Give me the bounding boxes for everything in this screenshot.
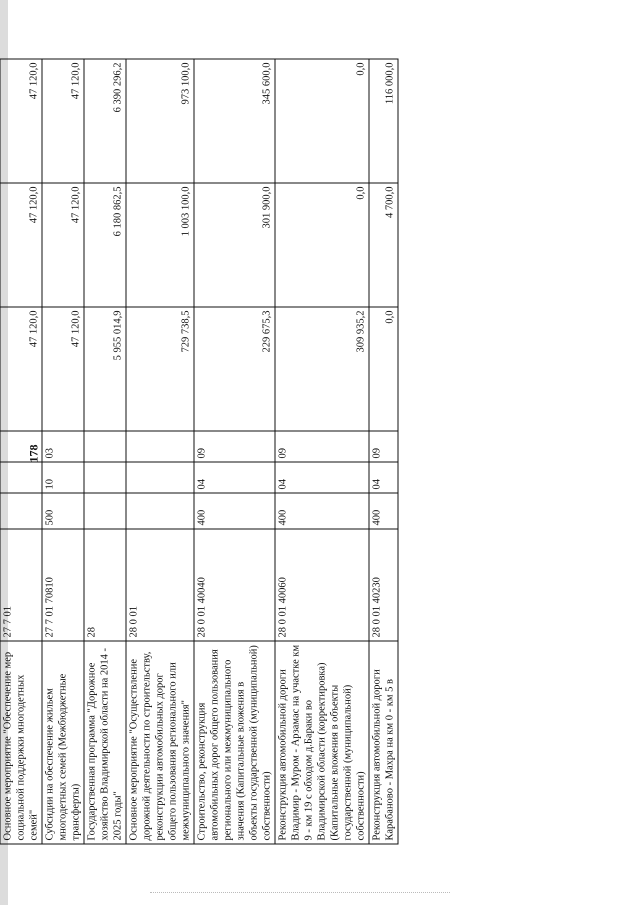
row-2021: 6 390 296,2: [84, 59, 126, 183]
row-2020: 1 003 100,0: [126, 183, 194, 307]
row-2020: 47 120,0: [0, 183, 42, 307]
row-pr: 09: [275, 431, 369, 462]
row-2020: 0,0: [275, 183, 369, 307]
row-rz: [126, 462, 194, 493]
row-pr: 03: [42, 431, 84, 462]
rotated-table-block: [0, 60, 396, 845]
table-row: [275, 59, 369, 844]
row-rz: 10: [42, 462, 84, 493]
table-row: [126, 59, 194, 844]
page-number: 178: [26, 444, 41, 463]
row-vr: 400: [369, 493, 398, 529]
row-name: Реконструкция автомобильной дороги Карабаново - Махра на км 0 - км 5 в: [369, 641, 398, 844]
table-row: [0, 59, 42, 844]
row-2021: 0,0: [275, 59, 369, 183]
row-2020: 301 900,0: [194, 183, 275, 307]
row-rz: 04: [275, 462, 369, 493]
row-vr: [126, 493, 194, 529]
row-2019: 729 738,5: [126, 307, 194, 431]
table-row: [369, 59, 398, 844]
row-csr: 28 0 01 40040: [194, 529, 275, 641]
row-2019: 47 120,0: [42, 307, 84, 431]
row-csr: 27 7 01 70810: [42, 529, 84, 641]
row-2021: 345 600,0: [194, 59, 275, 183]
row-name: Основное мероприятие "Осуществление дорожной деятельности по строительству, реконструкции автомобильных дорог общего пользования регионального или межмуниципального значения": [126, 641, 194, 844]
row-rz: [84, 462, 126, 493]
row-csr: 28 0 01: [126, 529, 194, 641]
row-2019: 5 955 014,9: [84, 307, 126, 431]
row-csr: 28: [84, 529, 126, 641]
row-name: Государственная программа "Дорожное хозяйство Владимирской области на 2014 - 2025 годы": [84, 641, 126, 844]
row-pr: 09: [194, 431, 275, 462]
scan-artifact-dots: [150, 882, 450, 893]
row-2020: 47 120,0: [42, 183, 84, 307]
row-2021: 973 100,0: [126, 59, 194, 183]
budget-table: [0, 59, 399, 845]
row-pr: [126, 431, 194, 462]
row-rz: [0, 462, 42, 493]
table-row: [194, 59, 275, 844]
row-2021: 47 120,0: [0, 59, 42, 183]
row-name: Реконструкция автомобильной дороги Владимир - Муром - Арзамас на участке км 9 - км 19 с обходом д.Бараки во Владимирской области (корректировка) (Капитальные вложения в объекты государственной (муниципальной) собственности): [275, 641, 369, 844]
row-2020: 4 700,0: [369, 183, 398, 307]
row-2019: 0,0: [369, 307, 398, 431]
row-vr: [0, 493, 42, 529]
row-vr: [84, 493, 126, 529]
row-vr: 400: [194, 493, 275, 529]
row-name: Субсидии на обеспечение жильем многодетных семей (Межбюджетные трансферты): [42, 641, 84, 844]
row-pr: [84, 431, 126, 462]
row-pr: 09: [369, 431, 398, 462]
row-2019: 309 935,2: [275, 307, 369, 431]
row-vr: 400: [275, 493, 369, 529]
row-pr: [0, 431, 42, 462]
row-2021: 116 000,0: [369, 59, 398, 183]
row-csr: 28 0 01 40060: [275, 529, 369, 641]
table-row: [84, 59, 126, 844]
row-2020: 6 180 862,5: [84, 183, 126, 307]
row-2019: 229 675,3: [194, 307, 275, 431]
row-rz: 04: [194, 462, 275, 493]
row-vr: 500: [42, 493, 84, 529]
row-2021: 47 120,0: [42, 59, 84, 183]
row-2019: 47 120,0: [0, 307, 42, 431]
row-csr: 28 0 01 40230: [369, 529, 398, 641]
table-row: [42, 59, 84, 844]
row-csr: 27 7 01: [0, 529, 42, 641]
row-rz: 04: [369, 462, 398, 493]
row-name: Основное мероприятие "Обеспечение мер социальной поддержки многодетных семей": [0, 641, 42, 844]
row-name: Строительство, реконструкция автомобильных дорог общего пользования регионального или межмуниципального значения (Капитальные вложения в объекты государственной (муниципальной) собственности): [194, 641, 275, 844]
